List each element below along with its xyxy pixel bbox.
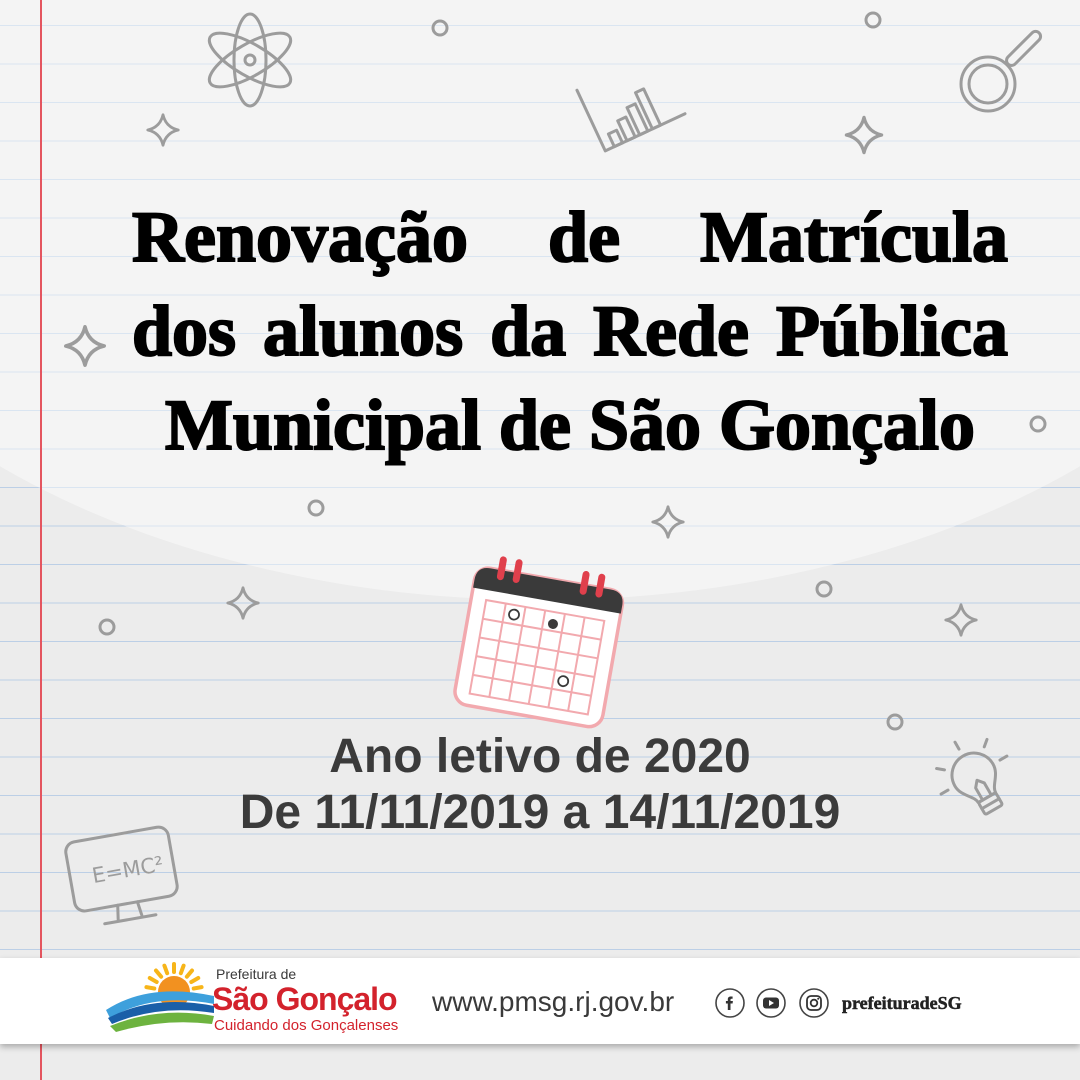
youtube-icon xyxy=(755,987,787,1019)
title-line-3: Municipal de São Gonçalo xyxy=(164,385,976,465)
circle-doodle xyxy=(817,582,831,596)
calendar-marker-open xyxy=(508,609,520,621)
circle-doodle xyxy=(888,715,902,729)
title-line-1: Renovação de Matrícula xyxy=(132,197,1008,277)
facebook-icon xyxy=(714,987,746,1019)
sparkle-icon xyxy=(228,588,258,618)
footer-bar xyxy=(0,958,1080,1044)
bottom-strip xyxy=(0,1044,1080,1080)
city-logo-icon xyxy=(104,962,216,1034)
logo-prefix-text: Prefeitura de xyxy=(216,966,297,982)
instagram-icon xyxy=(798,987,830,1019)
circle-doodle xyxy=(100,620,114,634)
title-line-2: dos alunos da Rede Pública xyxy=(132,291,1008,371)
sparkle-icon xyxy=(946,605,976,635)
website-url: www.pmsg.rj.gov.br xyxy=(432,986,675,1017)
social-handle: prefeituradeSG xyxy=(842,993,962,1013)
calendar-marker-open xyxy=(557,675,569,687)
logo-city-name: São Gonçalo xyxy=(212,981,397,1017)
monitor-formula-text: E=MC² xyxy=(90,851,166,889)
school-year-text: Ano letivo de 2020 xyxy=(329,730,751,783)
enrollment-period-text: De 11/11/2019 a 14/11/2019 xyxy=(239,786,841,839)
logo-tagline: Cuidando dos Gonçalenses xyxy=(214,1017,399,1034)
enrollment-info xyxy=(0,729,1080,841)
calendar-icon xyxy=(430,530,650,750)
page-title xyxy=(132,190,1008,472)
